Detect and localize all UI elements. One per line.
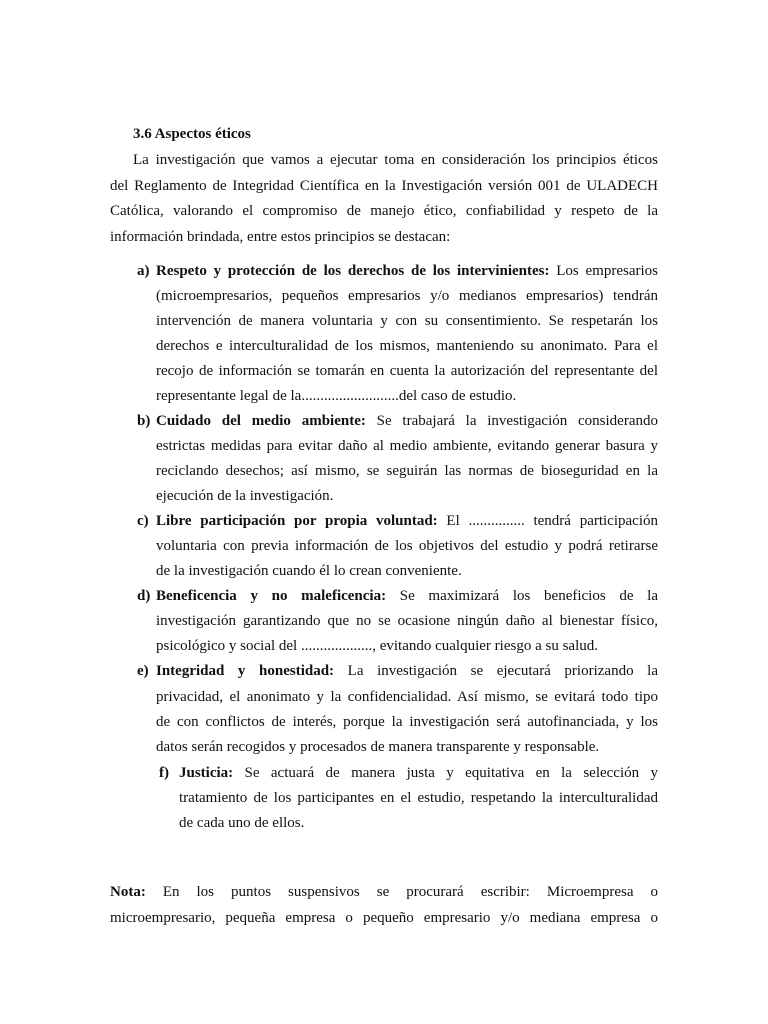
intro-line-1: La investigación que vamos a ejecutar toma en consideración los principios éticos bbox=[133, 152, 658, 168]
section-heading: 3.6 Aspectos éticos bbox=[133, 126, 251, 142]
nota-line-1 bbox=[110, 883, 658, 901]
item-b-line-3: reciclando desechos; así mismo, se seguirán las normas de bioseguridad en la bbox=[156, 463, 658, 479]
item-a-label: a) bbox=[137, 263, 150, 279]
item-b-line-2: estrictas medidas para evitar daño al medio ambiente, evitando generar basura y bbox=[156, 438, 658, 454]
item-a-title: Respeto y protección de los derechos de los intervinientes: bbox=[156, 263, 550, 279]
item-e-line-2: privacidad, el anonimato y la confidencialidad. Así mismo, se evitará todo tipo bbox=[156, 689, 658, 705]
item-a-line-1 bbox=[156, 262, 658, 280]
item-a-line-3: intervención de manera voluntaria y con su consentimiento. Se respetarán los bbox=[156, 313, 658, 329]
intro-line-2: del Reglamento de Integridad Científica en la Investigación versión 001 de ULADECH bbox=[110, 178, 658, 194]
item-f-label: f) bbox=[159, 765, 169, 781]
item-f-first: Se actuará de manera justa y equitativa en la selección y bbox=[233, 765, 658, 781]
item-d-line-2: investigación garantizando que no se ocasione ningún daño al bienestar físico, bbox=[156, 613, 658, 629]
item-f-line-2: tratamiento de los participantes en el estudio, respetando la interculturalidad bbox=[179, 790, 658, 806]
item-a-line-4: derechos e interculturalidad de los mismos, manteniendo su anonimato. Para el bbox=[156, 338, 658, 354]
nota-first: En los puntos suspensivos se procurará escribir: Microempresa o bbox=[145, 884, 658, 900]
item-f-line-1 bbox=[179, 764, 658, 782]
item-d-first: Se maximizará los beneficios de la bbox=[386, 588, 658, 604]
item-f-line-3: de cada uno de ellos. bbox=[179, 815, 305, 831]
item-a-line-5: recojo de información se tomarán en cuenta la autorización del representante del bbox=[156, 363, 658, 379]
item-e-label: e) bbox=[137, 663, 149, 679]
nota-label: Nota: bbox=[110, 884, 146, 900]
item-c-line-2: voluntaria con previa información de los objetivos del estudio y podrá retirarse bbox=[156, 538, 658, 554]
item-b-title: Cuidado del medio ambiente: bbox=[156, 413, 366, 429]
item-b-line-4: ejecución de la investigación. bbox=[156, 488, 334, 504]
item-c-line-1 bbox=[156, 512, 658, 530]
item-e-title: Integridad y honestidad: bbox=[156, 663, 335, 679]
item-c-first: El ............... tendrá participación bbox=[437, 513, 658, 529]
item-c-label: c) bbox=[137, 513, 149, 529]
item-e-line-1 bbox=[156, 662, 658, 680]
item-a-line-2: (microempresarios, pequeños empresarios y/o medianos empresarios) tendrán bbox=[156, 288, 658, 304]
item-e-line-4: datos serán recogidos y procesados de manera transparente y responsable. bbox=[156, 739, 600, 755]
intro-line-4: información brindada, entre estos principios se destacan: bbox=[110, 229, 451, 245]
item-c-title: Libre participación por propia voluntad: bbox=[156, 513, 438, 529]
item-d-line-3: psicológico y social del ..................., evitando cualquier riesgo a su salud. bbox=[156, 638, 598, 654]
item-e-line-3: de con conflictos de interés, porque la investigación será autofinanciada, y los bbox=[156, 714, 658, 730]
item-a-first: Los empresarios bbox=[549, 263, 658, 279]
item-a-line-6: representante legal de la..........................del caso de estudio. bbox=[156, 388, 517, 404]
nota-line-2: microempresario, pequeña empresa o pequeño empresario y/o mediana empresa o bbox=[110, 910, 658, 926]
item-d-line-1 bbox=[156, 587, 658, 605]
intro-line-3: Católica, valorando el compromiso de manejo ético, confiabilidad y respeto de la bbox=[110, 203, 658, 219]
item-c-line-3: de la investigación cuando él lo crean conveniente. bbox=[156, 563, 462, 579]
item-e-first: La investigación se ejecutará priorizando la bbox=[334, 663, 658, 679]
item-f-title: Justicia: bbox=[179, 765, 234, 781]
item-b-label: b) bbox=[137, 413, 151, 429]
item-d-title: Beneficencia y no maleficencia: bbox=[156, 588, 387, 604]
item-b-first: Se trabajará la investigación considerando bbox=[365, 413, 658, 429]
item-d-label: d) bbox=[137, 588, 151, 604]
item-b-line-1 bbox=[156, 412, 658, 430]
